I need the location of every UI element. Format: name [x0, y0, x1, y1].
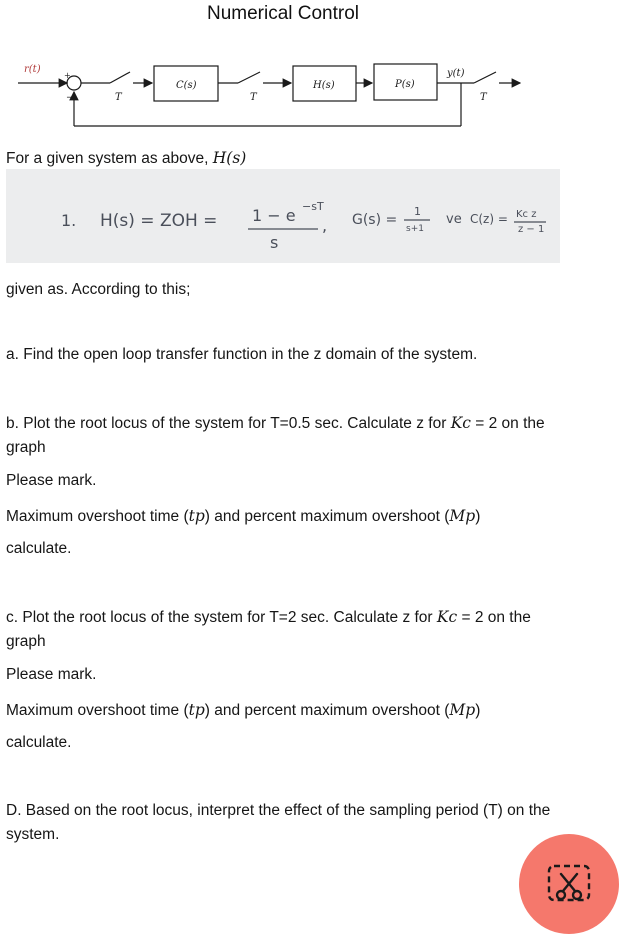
block-h-label: H(s)	[313, 80, 335, 91]
block-c-label: C(s)	[176, 80, 197, 91]
question-c: c. Plot the root locus of the system for T=2 sec. Calculate z for Kc = 2 on the graph	[6, 608, 531, 650]
question-c-max: Maximum overshoot time (tp) and percent maximum overshoot (Mp)	[6, 701, 481, 719]
hw-g: G(s) =	[352, 212, 398, 228]
intro-text: For a given system as above, H(s)	[6, 149, 247, 167]
handwritten-equations-photo	[6, 169, 560, 263]
hw-numerator: 1 − e	[252, 206, 296, 225]
plus-sign: +	[64, 71, 71, 80]
hw-item-number: 1.	[61, 211, 77, 230]
hw-h-zoh: H(s) = ZOH =	[100, 211, 218, 231]
block-p-label: P(s)	[395, 79, 415, 90]
scissors-icon	[519, 834, 619, 934]
given-text: given as. According to this;	[6, 281, 191, 298]
hw-g-num: 1	[414, 205, 421, 218]
question-d: D. Based on the root locus, interpret the effect of the sampling period (T) on the system.	[6, 802, 551, 843]
hw-c-den: z − 1	[518, 224, 545, 235]
sampler-label-2: T	[250, 92, 257, 103]
output-label: y(t)	[447, 68, 465, 79]
hw-ve: ve	[446, 212, 462, 227]
hw-c: C(z) =	[470, 212, 508, 226]
hw-comma: ,	[322, 216, 328, 235]
sampler-label-1: T	[115, 92, 122, 103]
question-b-mark: Please mark.	[6, 472, 97, 489]
question-c-mark: Please mark.	[6, 666, 97, 683]
hw-c-num: Kc z	[516, 209, 537, 220]
sampler-switch-3	[474, 72, 496, 83]
minus-sign: −	[66, 93, 74, 103]
question-b-calc: calculate.	[6, 540, 72, 557]
hw-denominator: s	[270, 233, 279, 252]
question-c-calc: calculate.	[6, 734, 72, 751]
question-b-max: Maximum overshoot time (tp) and percent maximum overshoot (Mp)	[6, 507, 481, 525]
hw-exponent: −sT	[302, 200, 324, 213]
snip-button[interactable]	[519, 834, 619, 934]
question-a: a. Find the open loop transfer function in the z domain of the system.	[6, 346, 478, 363]
page-title: Numerical Control	[206, 3, 360, 24]
question-b: b. Plot the root locus of the system for T=0.5 sec. Calculate z for Kc = 2 on the graph	[6, 414, 545, 456]
input-label: r(t)	[24, 64, 41, 75]
sampler-switch-1	[110, 72, 130, 83]
block-diagram	[0, 50, 566, 145]
sampler-switch-2	[238, 72, 260, 83]
sampler-label-3: T	[480, 92, 487, 103]
hw-g-den: s+1	[406, 224, 424, 234]
